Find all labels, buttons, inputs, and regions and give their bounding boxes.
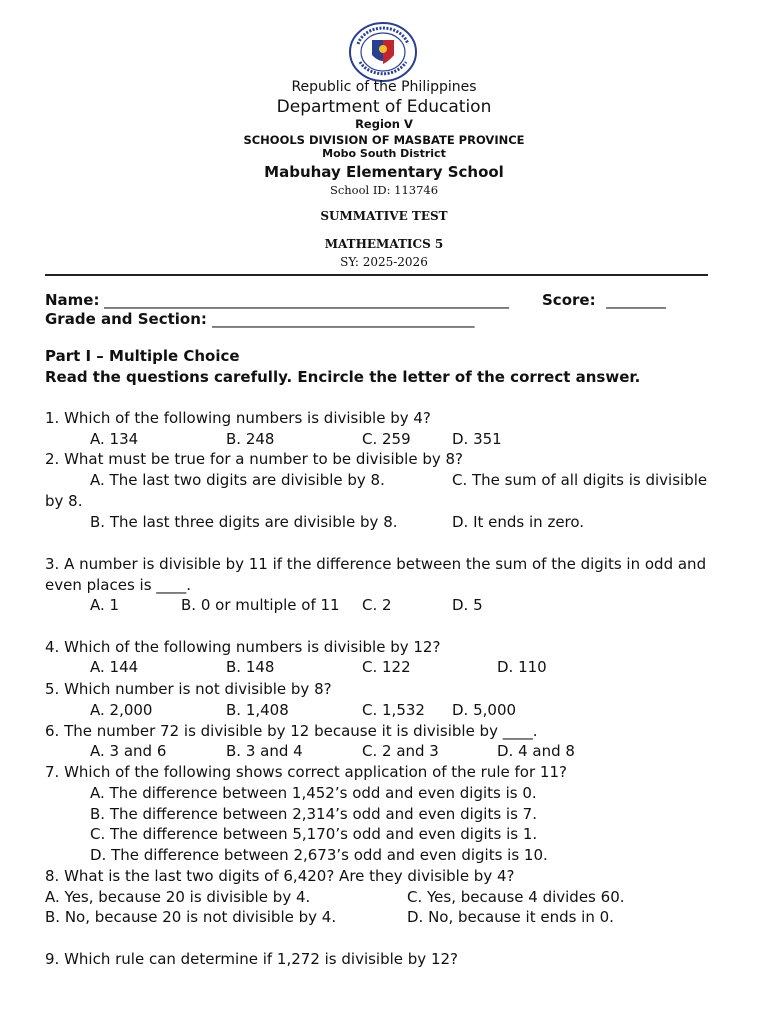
q4-option-d[interactable]: D. 110 bbox=[497, 658, 547, 676]
question-1-stem: 1. Which of the following numbers is divisible by 4? bbox=[45, 409, 431, 427]
q6-option-b[interactable]: B. 3 and 4 bbox=[226, 742, 303, 760]
q6-option-d[interactable]: D. 4 and 8 bbox=[497, 742, 575, 760]
q2-option-b[interactable]: B. The last three digits are divisible by 8. bbox=[90, 513, 398, 531]
q3-option-c[interactable]: C. 2 bbox=[362, 596, 392, 614]
q5-option-b[interactable]: B. 1,408 bbox=[226, 701, 289, 719]
q2-option-c-continued: by 8. bbox=[45, 492, 83, 510]
q4-option-b[interactable]: B. 148 bbox=[226, 658, 275, 676]
school-name: Mabuhay Elementary School bbox=[264, 163, 504, 181]
q7-option-c[interactable]: C. The difference between 5,170’s odd and even digits is 1. bbox=[90, 825, 538, 843]
region-heading: Region V bbox=[355, 117, 413, 131]
q5-option-d[interactable]: D. 5,000 bbox=[452, 701, 517, 719]
question-9-stem: 9. Which rule can determine if 1,272 is divisible by 12? bbox=[45, 950, 458, 968]
test-type: SUMMATIVE TEST bbox=[320, 209, 448, 223]
question-4-stem: 4. Which of the following numbers is divisible by 12? bbox=[45, 638, 441, 656]
question-2-stem: 2. What must be true for a number to be divisible by 8? bbox=[45, 450, 463, 468]
name-field[interactable]: ______________________________________________________ bbox=[104, 291, 509, 309]
q7-option-b[interactable]: B. The difference between 2,314’s odd and even digits is 7. bbox=[90, 805, 537, 823]
district-heading: Mobo South District bbox=[322, 147, 446, 160]
grade-section-field[interactable]: ___________________________________ bbox=[212, 310, 475, 328]
question-7-stem: 7. Which of the following shows correct application of the rule for 11? bbox=[45, 763, 567, 781]
grade-section-label: Grade and Section: bbox=[45, 310, 207, 328]
q6-option-c[interactable]: C. 2 and 3 bbox=[362, 742, 439, 760]
school-year: SY: 2025-2026 bbox=[340, 255, 428, 269]
q8-option-b[interactable]: B. No, because 20 is not divisible by 4. bbox=[45, 908, 337, 926]
q3-option-b[interactable]: B. 0 or multiple of 11 bbox=[181, 596, 340, 614]
header-divider bbox=[45, 274, 708, 276]
q5-option-c[interactable]: C. 1,532 bbox=[362, 701, 425, 719]
q3-option-d[interactable]: D. 5 bbox=[452, 596, 483, 614]
q7-option-a[interactable]: A. The difference between 1,452’s odd and even digits is 0. bbox=[90, 784, 537, 802]
deped-seal-logo bbox=[348, 22, 418, 82]
q2-option-c[interactable]: C. The sum of all digits is divisible bbox=[452, 471, 708, 489]
division-heading: SCHOOLS DIVISION OF MASBATE PROVINCE bbox=[243, 133, 525, 147]
q3-option-a[interactable]: A. 1 bbox=[90, 596, 120, 614]
q7-option-d[interactable]: D. The difference between 2,673’s odd and even digits is 10. bbox=[90, 846, 548, 864]
q1-option-d[interactable]: D. 351 bbox=[452, 430, 502, 448]
question-5-stem: 5. Which number is not divisible by 8? bbox=[45, 680, 332, 698]
republic-heading: Republic of the Philippines bbox=[291, 79, 477, 95]
q6-option-a[interactable]: A. 3 and 6 bbox=[90, 742, 167, 760]
question-6-stem: 6. The number 72 is divisible by 12 because it is divisible by ____. bbox=[45, 722, 538, 740]
score-field[interactable]: ________ bbox=[606, 291, 666, 309]
school-id: School ID: 113746 bbox=[329, 183, 439, 197]
q5-option-a[interactable]: A. 2,000 bbox=[90, 701, 153, 719]
subject-heading: MATHEMATICS 5 bbox=[324, 237, 444, 251]
q8-option-c[interactable]: C. Yes, because 4 divides 60. bbox=[407, 888, 625, 906]
department-heading: Department of Education bbox=[276, 97, 492, 117]
q1-option-c[interactable]: C. 259 bbox=[362, 430, 411, 448]
q4-option-c[interactable]: C. 122 bbox=[362, 658, 411, 676]
question-3-stem-line2: even places is ____. bbox=[45, 576, 192, 594]
q1-option-a[interactable]: A. 134 bbox=[90, 430, 139, 448]
score-label: Score: bbox=[542, 291, 596, 309]
q8-option-d[interactable]: D. No, because it ends in 0. bbox=[407, 908, 614, 926]
q4-option-a[interactable]: A. 144 bbox=[90, 658, 139, 676]
part1-instruction: Read the questions carefully. Encircle the letter of the correct answer. bbox=[45, 368, 641, 386]
q8-option-a[interactable]: A. Yes, because 20 is divisible by 4. bbox=[45, 888, 311, 906]
name-label: Name: bbox=[45, 291, 100, 309]
question-8-stem: 8. What is the last two digits of 6,420? Are they divisible by 4? bbox=[45, 867, 515, 885]
q1-option-b[interactable]: B. 248 bbox=[226, 430, 275, 448]
q2-option-a[interactable]: A. The last two digits are divisible by 8. bbox=[90, 471, 385, 489]
q2-option-d[interactable]: D. It ends in zero. bbox=[452, 513, 585, 531]
question-3-stem-line1: 3. A number is divisible by 11 if the difference between the sum of the digits in odd and bbox=[45, 555, 707, 573]
part1-title: Part I – Multiple Choice bbox=[45, 347, 240, 365]
